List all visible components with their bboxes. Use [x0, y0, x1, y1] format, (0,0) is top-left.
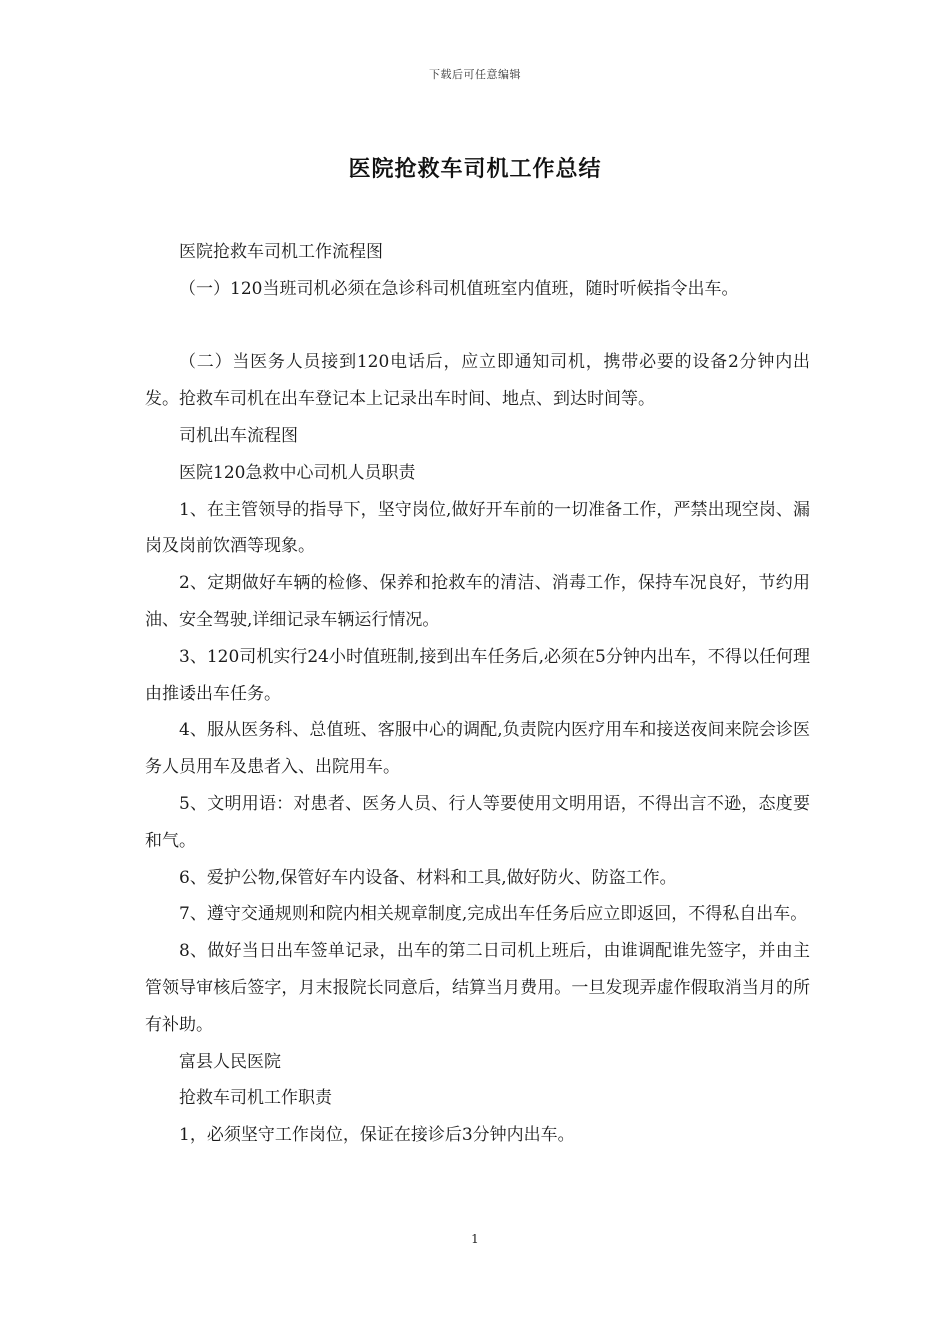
paragraph-duty-3: 3、120司机实行24小时值班制,接到出车任务后,必须在5分钟内出车，不得以任何理由推诿出车任务。: [145, 646, 810, 704]
paragraph-job-duties-heading: 抢救车司机工作职责: [179, 1088, 332, 1109]
paragraph-step-1: （一）120当班司机必须在急诊科司机值班室内值班，随时听候指令出车。: [179, 278, 739, 299]
page-number: 1: [471, 1232, 479, 1246]
paragraph-duties-heading: 医院120急救中心司机人员职责: [179, 462, 416, 483]
paragraph-duty-4: 4、服从医务科、总值班、客服中心的调配,负责院内医疗用车和接送夜间来院会诊医务人员用车及患者入、出院用车。: [145, 720, 810, 778]
paragraph-duty-1: 1、在主管领导的指导下，坚守岗位,做好开车前的一切准备工作，严禁出现空岗、漏岗及岗前饮酒等现象。: [145, 499, 810, 557]
document-title: 医院抢救车司机工作总结: [348, 156, 602, 182]
header-note: 下载后可任意编辑: [429, 68, 521, 81]
paragraph-duty-8: 8、做好当日出车签单记录，出车的第二日司机上班后，由谁调配谁先签字，并由主管领导审核后签字，月末报院长同意后，结算当月费用。一旦发现弄虚作假取消当月的所有补助。: [145, 941, 810, 1035]
paragraph-step-2: （二）当医务人员接到120电话后，应立即通知司机，携带必要的设备2分钟内出发。抢救车司机在出车登记本上记录出车时间、地点、到达时间等。: [145, 352, 810, 410]
paragraph-driver-flowchart-heading: 司机出车流程图: [179, 425, 298, 446]
paragraph-duty-5: 5、文明用语：对患者、医务人员、行人等要使用文明用语，不得出言不逊，态度要和气。: [145, 793, 810, 851]
paragraph-duty-2: 2、定期做好车辆的检修、保养和抢救车的清洁、消毒工作，保持车况良好，节约用油、安全驾驶,详细记录车辆运行情况。: [145, 573, 810, 630]
document-body: [145, 234, 810, 1154]
paragraph-job-duty-1: 1，必须坚守工作岗位，保证在接诊后3分钟内出车。: [179, 1125, 575, 1146]
paragraph-duty-6: 6、爱护公物,保管好车内设备、材料和工具,做好防火、防盗工作。: [179, 867, 677, 888]
paragraph-duty-7: 7、遵守交通规则和院内相关规章制度,完成出车任务后应立即返回，不得私自出车。: [179, 904, 808, 925]
paragraph-flowchart-heading: 医院抢救车司机工作流程图: [179, 242, 383, 262]
paragraph-hospital-name: 富县人民医院: [179, 1051, 281, 1072]
